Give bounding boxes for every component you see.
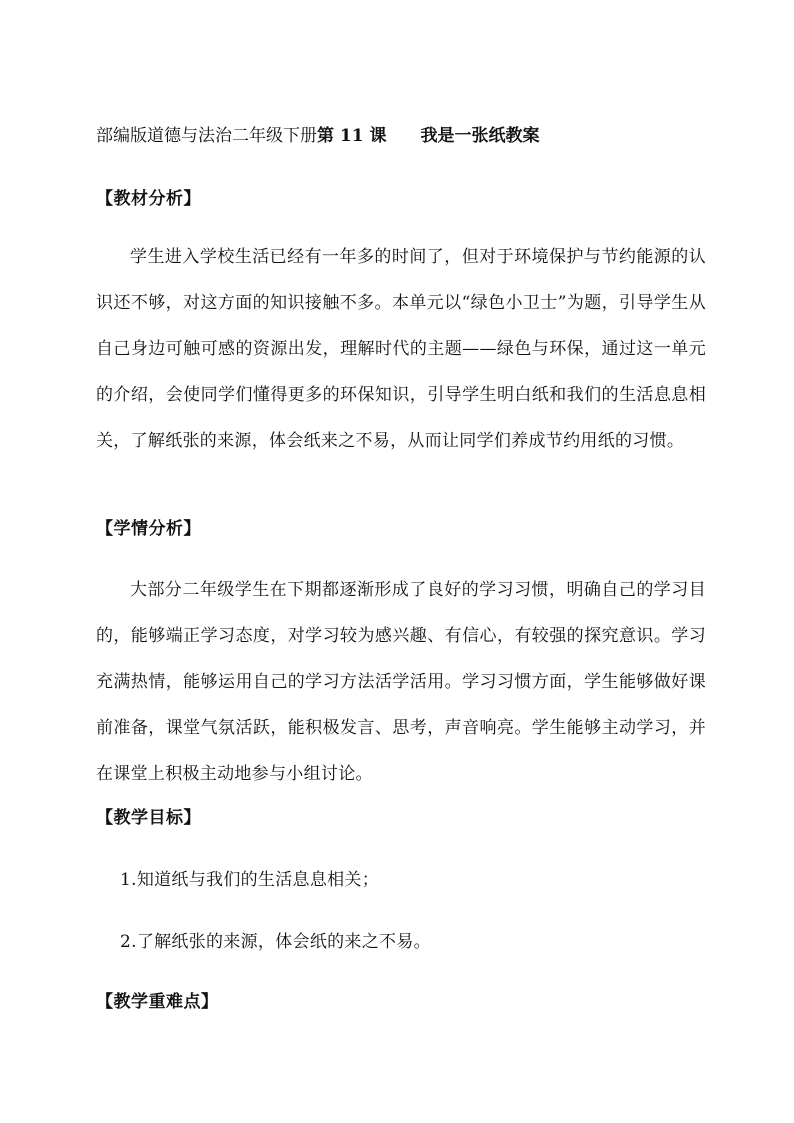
key-points-heading: 【教学重难点】	[96, 992, 219, 1012]
material-analysis-heading: 【教材分析】	[96, 189, 201, 209]
teaching-goal-item: 1.知道纸与我们的生活息息相关；	[120, 870, 380, 890]
learner-analysis-heading: 【学情分析】	[96, 519, 201, 539]
teaching-goal-item: 2.了解纸张的来源，体会纸的来之不易。	[120, 932, 431, 952]
learner-analysis-text: 大部分二年级学生在下期都逐渐形成了良好的学习习惯，明确自己的学习目的，能够端正学习态度，对学习较为感兴趣、有信心，有较强的探究意识。学习充满热情，能够运用自己的学习方法活学活用。学习习惯方面，学生能够做好课前准备，课堂气氛活跃，能积极发言、思考，声音响亮。学生能够主动学习，并在课堂上积极主动地参与小组讨论。	[96, 580, 706, 784]
title-lesson-number: 第 11 课	[317, 126, 387, 146]
document-title	[96, 122, 716, 150]
title-lesson-name: 我是一张纸教案	[420, 126, 540, 146]
material-analysis-text: 学生进入学校生活已经有一年多的时间了，但对于环境保护与节约能源的认识还不够，对这方面的知识接触不多。本单元以“绿色小卫士”为题，引导学生从自己身边可触可感的资源出发，理解时代的主题——绿色与环保，通过这一单元的介绍，会使同学们懂得更多的环保知识，引导学生明白纸和我们的生活息息相关，了解纸张的来源，体会纸来之不易，从而让同学们养成节约用纸的习惯。	[96, 247, 706, 451]
title-course: 部编版道德与法治二年级下册	[96, 126, 317, 146]
teaching-goals-heading: 【教学目标】	[96, 808, 201, 828]
